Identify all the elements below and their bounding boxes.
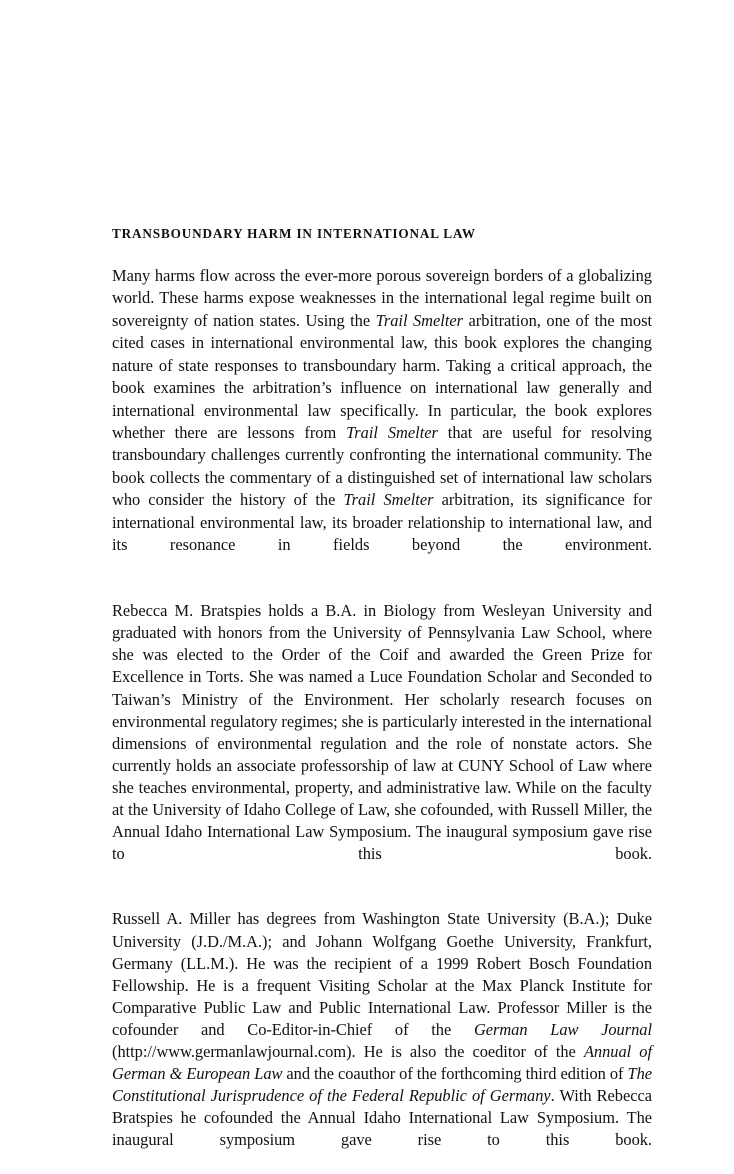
text-block [112, 226, 652, 1174]
italic-title-run: Trail Smelter [346, 423, 438, 443]
page-title: TRANSBOUNDARY HARM IN INTERNATIONAL LAW [112, 226, 476, 241]
paragraph-bratspies-biography: Rebecca M. Bratspies holds a B.A. in Biology from Wesleyan University and graduated with honors from the University of Pennsylvania Law School, where she was elected to the Order of the Coif and awarded the Green Prize for Excellence in Torts. She was named a Luce Foundation Scholar and Seconded to Taiwan’s Ministry of the Environment. Her scholarly research focuses on environmental regulatory regimes; she is particularly interested in the international dimensions of environmental regulation and the role of nonstate actors. She currently holds an associate professorship of law at CUNY School of Law where she teaches environmental, property, and administrative law. While on the faculty at the University of Idaho College of Law, she cofounded, with Russell Miller, the Annual Idaho International Law Symposium. The inaugural symposium gave rise to this book. [112, 601, 652, 864]
italic-title-run: Trail Smelter [343, 490, 434, 510]
italic-title-run: The Constitutional Jurisprudence of the Federal Republic of Germany [112, 1064, 652, 1106]
italic-title-run: German Law Journal [473, 1019, 652, 1039]
italic-title-run: Annual of German & European Law [112, 1041, 652, 1084]
italic-title-run: Trail Smelter [375, 310, 464, 330]
paragraph-book-description: Many harms flow across the ever-more porous sovereign borders of a globalizing world. These harms expose weaknesses in the international legal regime built on sovereignty of nation states. Using the Trail Smelter arbitration, one of the most cited cases in international environmental law, this book explores the changing nature of state responses to transboundary harm. Taking a critical approach, the book examines the arbitration’s influence on international law generally and international environmental law specifically. In particular, the book explores whether there are lessons from Trail Smelter that are useful for resolving transboundary challenges currently confronting the international community. The book collects the commentary of a distinguished set of international law scholars who consider the history of the Trail Smelter arbitration, its significance for international environmental law, its broader relationship to international law, and its resonance in fields beyond the environment. [112, 265, 653, 555]
paragraph-miller-biography: Russell A. Miller has degrees from Washington State University (B.A.); Duke University (J.D./M.A.); and Johann Wolfgang Goethe University, Frankfurt, Germany (LL.M.). He was the recipient of a 1999 Robert Bosch Foundation Fellowship. He is a frequent Visiting Scholar at the Max Planck Institute for Comparative Public Law and Public International Law. Professor Miller is the cofounder and Co-Editor-in-Chief of the German Law Journal (http://www.germanlawjournal.com). He is also the coeditor of the Annual of German & European Law and the coauthor of the forthcoming third edition of The Constitutional Jurisprudence of the Federal Republic of Germany. With Rebecca Bratspies he cofounded the Annual Idaho International Law Symposium. The inaugural symposium gave rise to this book. [112, 909, 652, 1150]
